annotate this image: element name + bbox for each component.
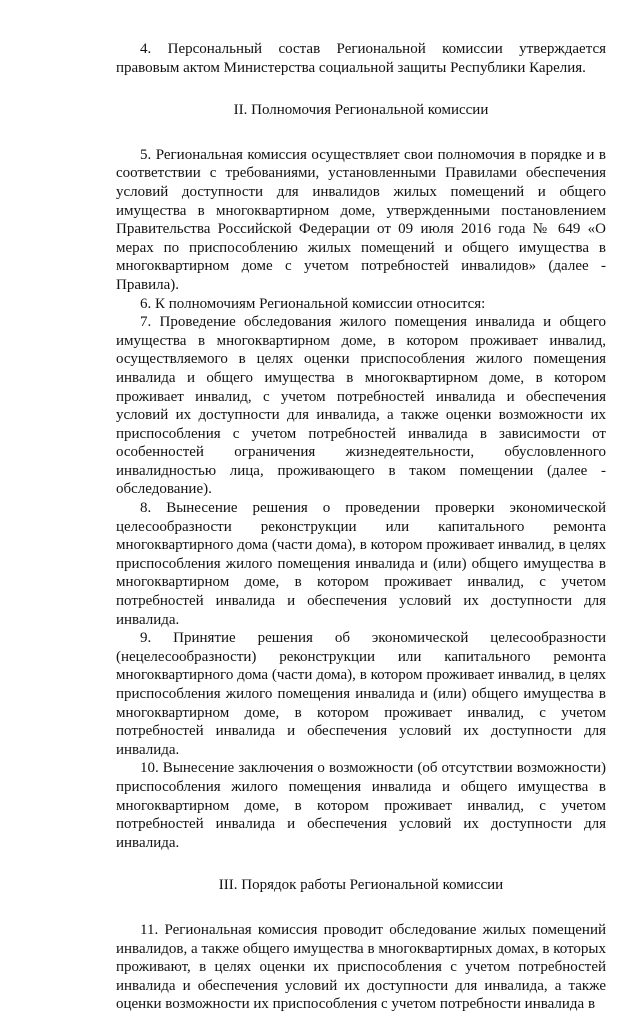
section-2-title: II. Полномочия Региональной комиссии [233,102,489,119]
paragraph-5: 5. Региональная комиссия осуществляет свои полномочия в порядке и в соответствии с требованиями, установленными Правилами обеспечения условий доступности для инвалидов жилых помещений и общего имущества в многоквартирном доме, утвержденными постановлением Правительства Российской Федерации от 09 июля 2016 года № 649 «О мерах по приспособлению жилых помещений и общего имущества в многоквартирном доме с учетом потребностей инвалидов» (далее - Правила). [116,146,606,293]
paragraph-11: 11. Региональная комиссия проводит обследование жилых помещений инвалидов, а также общего имущества в многоквартирных домах, в которых проживают, в целях оценки их приспособления с учетом потребностей инвалида и обеспечения условий их доступности для инвалида, а также оценки возможности их приспособления с учетом потребности инвалида в [116,921,606,1013]
paragraph-6: 6. К полномочиям Региональной комиссии относится: [140,295,486,312]
paragraph-7: 7. Проведение обследования жилого помещения инвалида и общего имущества в многоквартирном доме, в котором проживает инвалид, осуществляемого в целях оценки приспособления жилого помещения инвалида и общего имущества в многоквартирном доме, в котором проживает инвалид, с учетом потребностей инвалида и обеспечения условий их доступности для инвалида, а также оценки возможности их приспособления с учетом потребностей инвалида в зависимости от особенностей ограничения жизнедеятельности, обусловленного инвалидностью лица, проживающего в таком помещении (далее - обследование). [116,314,606,498]
section-3-title: III. Порядок работы Региональной комиссии [218,877,504,894]
paragraph-8: 8. Вынесение решения о проведении проверки экономической целесообразности реконструкции или капитального ремонта многоквартирного дома (части дома), в котором проживает инвалид, в целях приспособления жилого помещения инвалида и (или) общего имущества в многоквартирном доме, в котором проживает инвалид, с учетом потребностей инвалида и обеспечения условий их доступности для инвалида. [116,500,606,628]
document-page [116,40,606,1014]
paragraph-9: 9. Принятие решения об экономической целесообразности (нецелесообразности) реконструкции или капитального ремонта многоквартирного дома (части дома), в котором проживает инвалид, в целях приспособления жилого помещения инвалида и (или) общего имущества в многоквартирном доме, в котором проживает инвалид, с учетом потребностей инвалида и обеспечения условий их доступности для инвалида. [116,630,606,758]
paragraph-10: 10. Вынесение заключения о возможности (об отсутствии возможности) приспособления жилого помещения инвалида и общего имущества в многоквартирном доме, в котором проживает инвалид, с учетом потребностей инвалида и обеспечения условий их доступности для инвалида. [116,760,606,851]
paragraph-4: 4. Персональный состав Региональной комиссии утверждается правовым актом Министерства социальной защиты Республики Карелия. [116,41,606,76]
